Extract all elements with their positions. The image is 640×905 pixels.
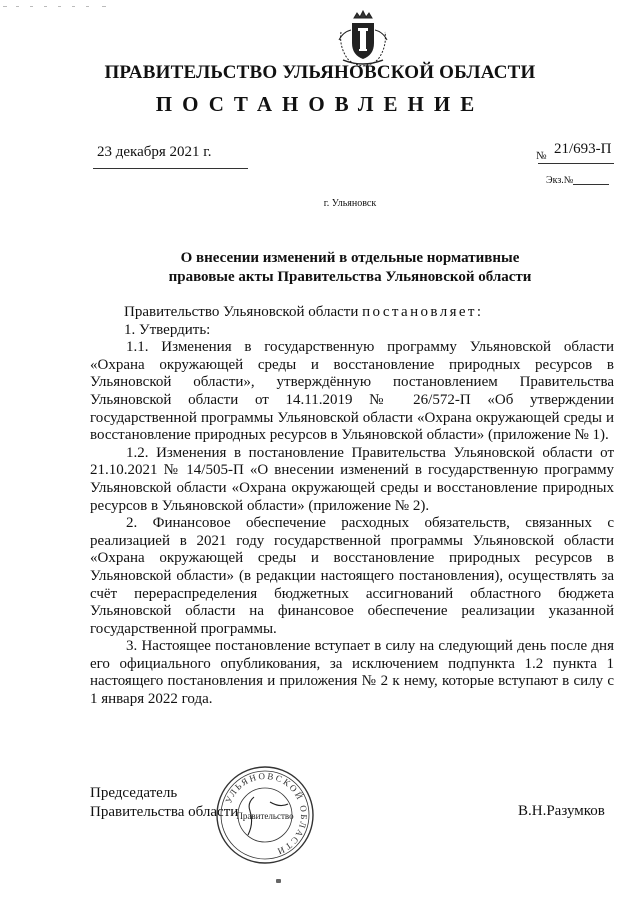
document-kind-heading: ПОСТАНОВЛЕНИЕ [155,92,485,116]
city-name: г. Ульяновск [323,198,377,209]
signatory-name: В.Н.Разумков [518,803,605,819]
paragraph-1: 1. Утвердить: [124,321,211,338]
seal-center-text: Правительство [236,811,294,821]
subject-line-2: правовые акты Правительства Ульяновской области [168,269,532,285]
official-seal [212,762,318,868]
intro-suffix: : [476,304,482,320]
number-prefix: № [536,150,547,162]
document-number: 21/693-П [554,141,612,157]
paragraph-1-2: 1.2. Изменения в постановление Правительства Ульяновской области от 21.10.2021 № 14/505-П «О внесении изменений в государственную программу Ульяновской области «Охрана окружающей среды и восстановление природных ресурсов в Ульяновской области» (приложение № 2). [90,444,614,514]
subject-line-1: О внесении изменений в отдельные нормативные [180,250,520,266]
seal-ring-text: УЛЬЯНОВСКОЙ ОБЛАСТИ [223,770,310,858]
document-body [90,304,614,709]
coat-of-arms-icon [337,10,389,68]
scan-artifacts [0,6,640,10]
paragraph-1-1: 1.1. Изменения в государственную программу Ульяновской области «Охрана окружающей среды и восстановление природных ресурсов в Ульяновской области», утверждённую постановлением Правительства Ульяновской области от 14.11.2019 № 26/572-П «Об утверждении государственной программы Ульяновской области «Охрана окружающей среды и восстановление природных ресурсов в Ульяновской области» (приложение № 1). [90,339,614,444]
intro-verb: постановляет [362,304,477,320]
intro-prefix: Правительство Ульяновской области [124,304,363,320]
date-underline [93,168,248,169]
paragraph-3: 3. Настоящее постановление вступает в силу на следующий день после дня его официального опубликования, за исключением подпункта 1.2 пункта 1 настоящего постановления и приложения № 2 к нему, которые вступают в силу с 1 января 2022 года. [90,638,614,708]
paragraph-2: 2. Финансовое обеспечение расходных обязательств, связанных с реализацией в 2021 году государственной программы Ульяновской области «Охрана окружающей среды и восстановление природных ресурсов в Ульяновской области» (в редакции настоящего постановления), осуществлять за счёт перераспределения бюджетных ассигнований областного бюджета Ульяновской области на финансовое обеспечение реализации указанной государственной программы. [90,515,614,637]
scan-speck [276,879,281,883]
organization-title: ПРАВИТЕЛЬСТВО УЛЬЯНОВСКОЙ ОБЛАСТИ [104,62,536,83]
document-subject [0,249,640,287]
number-underline [538,163,614,164]
intro-paragraph [90,304,614,322]
copy-number-label: Экз.№ [546,175,574,186]
position-line-2: Правительства области [90,804,239,820]
copy-number-blank [573,184,609,185]
position-line-1: Председатель [90,785,178,801]
document-date: 23 декабря 2021 г. [97,144,212,160]
